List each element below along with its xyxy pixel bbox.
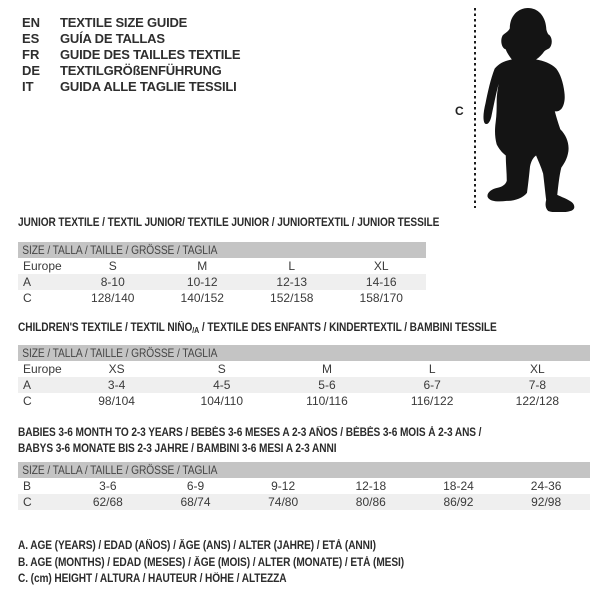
age-cell: 6-9 — [186, 479, 205, 493]
size-cell: XS — [108, 362, 125, 376]
table-row-age — [18, 274, 426, 290]
age-cell: 5-6 — [318, 378, 336, 392]
age-cell: 7-8 — [528, 378, 547, 392]
height-cell: 116/122 — [410, 394, 454, 408]
title-subscript: /A — [192, 326, 200, 335]
age-cell: 18-24 — [443, 479, 474, 493]
height-cell: 128/140 — [91, 291, 135, 305]
age-cell: 3-6 — [99, 479, 117, 493]
age-cell: 10-12 — [186, 275, 218, 289]
height-cell: 86/92 — [443, 495, 474, 509]
junior-section-title: JUNIOR TEXTILE / TEXTIL JUNIOR/ TEXTILE JUNIOR / JUNIORTEXTIL / JUNIOR TESSILE — [18, 217, 440, 229]
lang-row-es — [22, 31, 240, 47]
age-cell: 12-13 — [276, 275, 308, 289]
lang-code: FR — [22, 47, 40, 62]
size-cell: M — [321, 362, 332, 376]
size-header-row — [18, 462, 590, 478]
height-cell: 92/98 — [531, 495, 562, 509]
lang-row-it — [22, 79, 240, 95]
table-row-height — [18, 290, 426, 306]
size-cell: L — [428, 362, 436, 376]
lang-code: IT — [22, 79, 34, 94]
row-label-cell: A — [23, 275, 32, 289]
height-cell: 122/128 — [515, 394, 560, 408]
row-label-cell: C — [23, 291, 32, 305]
height-cell: 62/68 — [92, 495, 123, 509]
footnote-b: B. AGE (MONTHS) / EDAD (MESES) / ÂGE (MOIS) / ALTER (MONATE) / ETÀ (MESI) — [18, 556, 405, 569]
lang-row-de — [22, 63, 240, 79]
lang-text: TEXTILGRÖßENFÜHRUNG — [60, 63, 222, 78]
lang-row-fr — [22, 47, 240, 63]
age-cell: 14-16 — [365, 275, 397, 289]
lang-code: ES — [22, 31, 40, 46]
language-legend — [22, 15, 240, 95]
height-cell: 98/104 — [98, 394, 135, 408]
height-measure-label: C — [455, 104, 464, 118]
size-cell: XL — [373, 259, 389, 273]
size-header-cell: SIZE / TALLA / TAILLE / GRÖSSE / TAGLIA — [18, 242, 426, 258]
lang-code: DE — [22, 63, 41, 78]
age-cell: 24-36 — [530, 479, 562, 493]
lang-row-en — [22, 15, 240, 31]
children-section-title: CHILDREN'S TEXTILE / TEXTIL $NIÑO_{/A}$ / TEXTILE DES ENFANTS / KINDERTEXTIL / BAMBINI TESSILE — [18, 322, 497, 335]
size-header-cell: SIZE / TALLA / TAILLE / GRÖSSE / TAGLIA — [18, 345, 590, 361]
height-cell: 68/74 — [180, 495, 211, 509]
lang-text: GUIDE DES TAILLES TEXTILE — [60, 47, 241, 62]
height-cell: 110/116 — [306, 394, 348, 408]
footnote-c: C. (cm) HEIGHT / ALTURA / HAUTEUR / HÖHE / ALTEZZA — [18, 573, 287, 585]
children-size-table — [18, 345, 590, 409]
age-cell: 9-12 — [271, 479, 296, 493]
toddler-silhouette-icon — [481, 4, 578, 212]
row-label-cell: Europe — [23, 259, 62, 273]
babies-size-table — [18, 462, 590, 510]
row-label-cell: Europe — [23, 362, 62, 376]
height-cell: 80/86 — [355, 495, 386, 509]
size-header-cell: SIZE / TALLA / TAILLE / GRÖSSE / TAGLIA — [18, 462, 590, 478]
size-cell: S — [217, 362, 226, 376]
row-label-cell: C — [23, 495, 32, 509]
age-cell: 4-5 — [213, 378, 231, 392]
age-cell: 3-4 — [107, 378, 126, 392]
table-row-europe — [18, 361, 590, 377]
height-measure-dotted-line — [474, 8, 476, 208]
size-header-row — [18, 345, 590, 361]
height-cell: 74/80 — [268, 495, 299, 509]
size-cell: M — [197, 259, 208, 273]
height-cell: 104/110 — [200, 394, 244, 408]
size-cell: L — [288, 259, 296, 273]
table-row-europe — [18, 258, 426, 274]
babies-section-title: BABIES 3-6 MONTH TO 2-3 YEARS / BEBÉS 3-6 MESES A 2-3 AÑOS / BÉBÉS 3-6 MOIS À 2-3 ANS / BABYS 3-6 MONATE BIS 2-3 JAHRE / BAMBINI 3-6 MESI A 2-3 ANNI — [18, 427, 482, 455]
height-cell: 140/152 — [180, 291, 224, 305]
age-cell: 12-18 — [355, 479, 387, 493]
row-label-cell: C — [23, 394, 32, 408]
age-cell: 6-7 — [423, 378, 441, 392]
row-label-cell: A — [23, 378, 32, 392]
size-cell: XL — [530, 362, 545, 376]
table-row-age — [18, 377, 590, 393]
row-label-cell: B — [23, 479, 32, 493]
height-cell: 152/158 — [270, 291, 314, 305]
footnote-a: A. AGE (YEARS) / EDAD (AÑOS) / ÂGE (ANS) / ALTER (JAHRE) / ETÀ (ANNI) — [18, 540, 376, 552]
height-cell: 158/170 — [359, 291, 403, 305]
size-header-row — [18, 242, 426, 258]
junior-size-table — [18, 242, 426, 306]
table-row-height — [18, 393, 590, 409]
legend-footnotes — [18, 538, 457, 588]
lang-code: EN — [22, 15, 41, 30]
lang-text: GUÍA DE TALLAS — [60, 31, 165, 46]
table-row-age-months — [18, 478, 590, 494]
age-cell: 8-10 — [100, 275, 125, 289]
lang-text: GUIDA ALLE TAGLIE TESSILI — [60, 79, 237, 94]
lang-text: TEXTILE SIZE GUIDE — [60, 15, 188, 30]
table-row-height — [18, 494, 590, 510]
size-cell: S — [108, 259, 117, 273]
